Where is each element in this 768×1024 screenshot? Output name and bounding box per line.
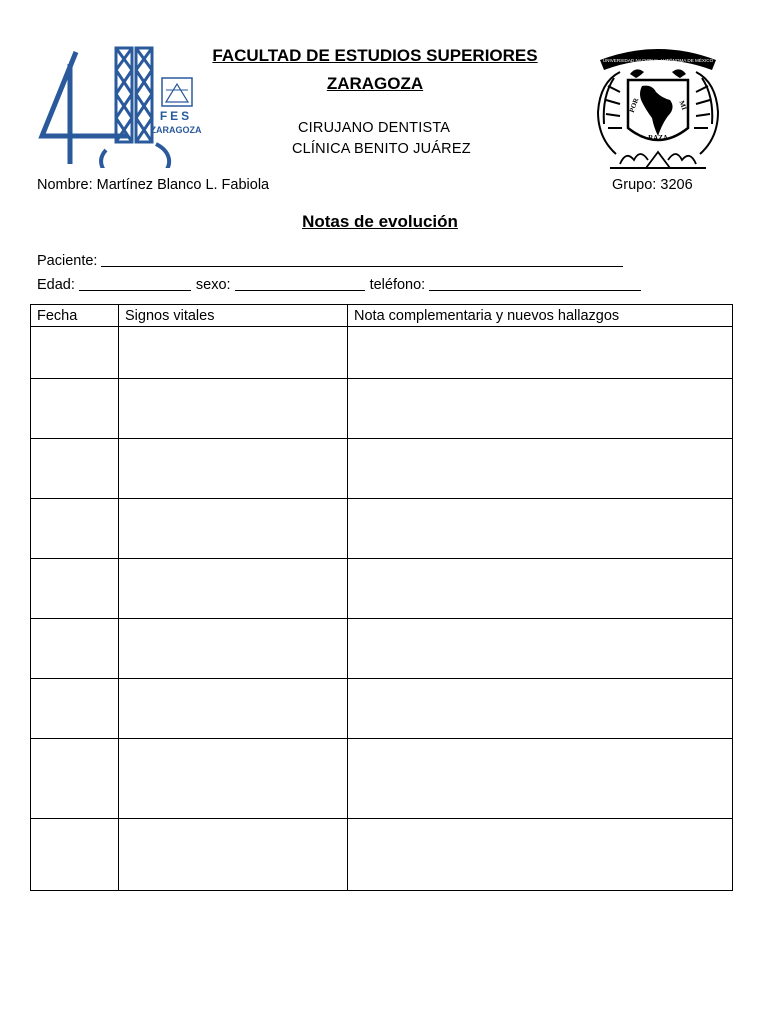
phone-blank[interactable] [429,278,641,291]
note-cell[interactable] [348,499,733,559]
department-name: CIRUJANO DENTISTA [298,120,451,136]
svg-text:RAZA: RAZA [648,134,668,142]
svg-text:UNIVERSIDAD NACIONAL AUTÓNOMA: UNIVERSIDAD NACIONAL AUTÓNOMA DE MÉXICO [602,58,714,63]
svg-text:ZARAGOZA: ZARAGOZA [150,125,202,135]
phone-label: teléfono: [369,277,426,293]
date-cell[interactable] [31,559,119,619]
date-cell[interactable] [31,679,119,739]
group-label: Grupo: [612,177,657,193]
note-cell[interactable] [348,619,733,679]
table-row [31,439,733,499]
table-body [31,327,733,891]
group-row [612,177,693,193]
vital-signs-cell[interactable] [119,439,348,499]
date-cell[interactable] [31,619,119,679]
column-header-date: Fecha [31,305,119,327]
vital-signs-cell[interactable] [119,559,348,619]
vital-signs-cell[interactable] [119,379,348,439]
fes-zaragoza-logo [36,40,204,168]
note-cell[interactable] [348,559,733,619]
table-row [31,679,733,739]
name-value: Martínez Blanco L. Fabiola [96,177,270,193]
table-row [31,819,733,891]
age-blank[interactable] [79,278,191,291]
note-cell[interactable] [348,739,733,819]
table-row [31,499,733,559]
vital-signs-cell[interactable] [119,499,348,559]
vital-signs-cell[interactable] [119,327,348,379]
sex-label: sexo: [195,277,231,293]
table-row [31,739,733,819]
date-cell[interactable] [31,439,119,499]
sex-blank[interactable] [235,278,365,291]
svg-text:FES: FES [159,109,193,123]
student-name-row [37,177,269,193]
note-cell[interactable] [348,327,733,379]
clinic-name: CLÍNICA BENITO JUÁREZ [292,141,471,157]
vital-signs-cell[interactable] [119,679,348,739]
vital-signs-cell[interactable] [119,739,348,819]
institution-subtitle: ZARAGOZA [326,74,424,93]
vital-signs-cell[interactable] [119,819,348,891]
table-header-row [31,305,733,327]
document-title: Notas de evolución [302,212,458,231]
date-cell[interactable] [31,499,119,559]
table-row [31,327,733,379]
vital-signs-cell[interactable] [119,619,348,679]
patient-blank[interactable] [101,254,623,267]
svg-text:MI: MI [677,99,689,112]
table-row [31,619,733,679]
note-cell[interactable] [348,439,733,499]
column-header-vital-signs: Signos vitales [119,305,348,327]
column-header-note: Nota complementaria y nuevos hallazgos [348,305,733,327]
group-value: 3206 [660,177,693,193]
table-row [31,559,733,619]
unam-coat-of-arms-icon [590,42,726,172]
patient-label: Paciente: [37,253,98,269]
name-label: Nombre: [37,177,93,193]
date-cell[interactable] [31,379,119,439]
note-cell[interactable] [348,819,733,891]
institution-title: FACULTAD DE ESTUDIOS SUPERIORES [212,46,538,65]
age-label: Edad: [37,277,75,293]
date-cell[interactable] [31,327,119,379]
evolution-notes-table [30,304,733,891]
date-cell[interactable] [31,819,119,891]
table-row [31,379,733,439]
patient-field-row [37,252,628,269]
date-cell[interactable] [31,739,119,819]
svg-text:POR: POR [627,97,641,114]
note-cell[interactable] [348,679,733,739]
note-cell[interactable] [348,379,733,439]
demographics-field-row [37,276,646,293]
